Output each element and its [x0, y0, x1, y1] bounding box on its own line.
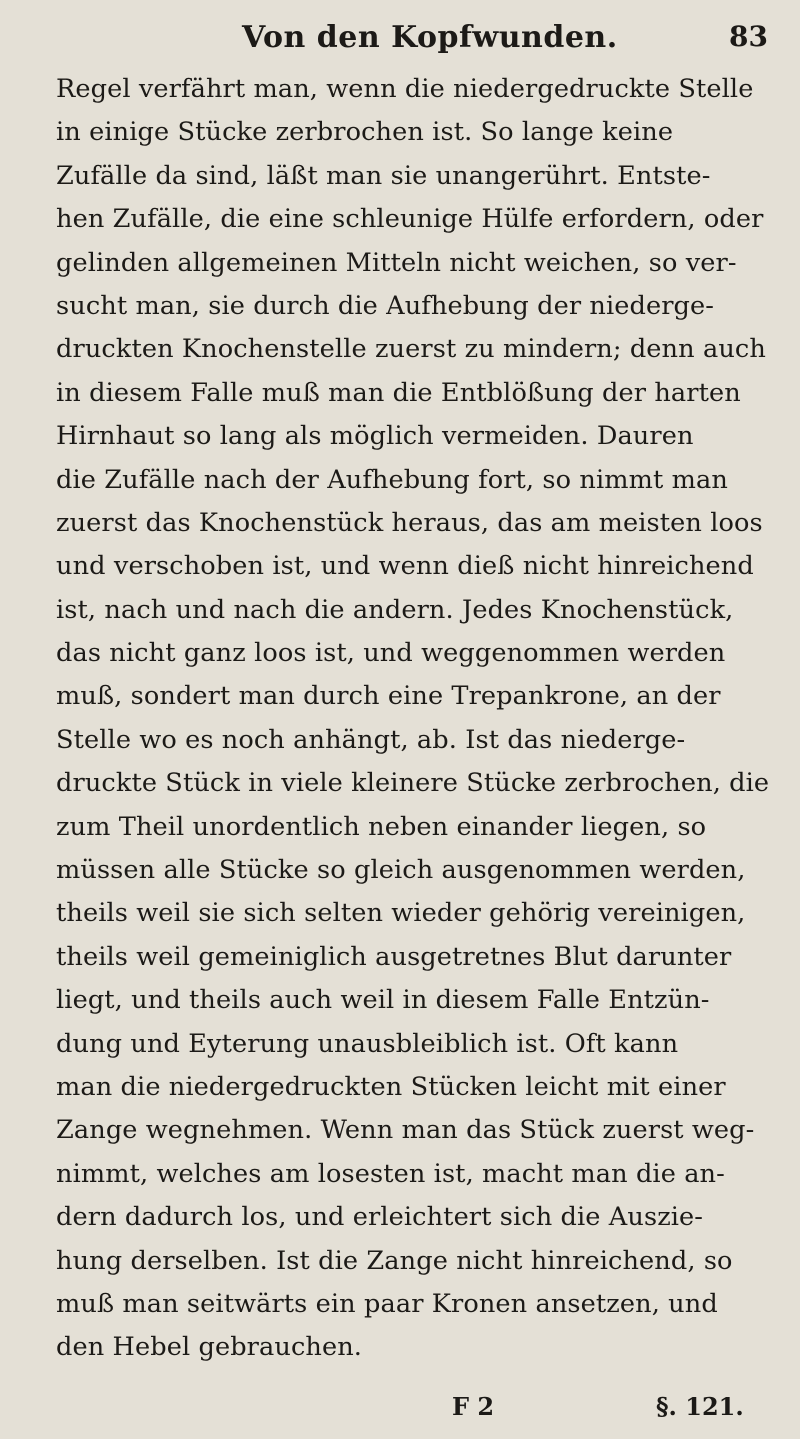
text-line: hen Zufälle, die eine schleunige Hülfe erfordern, oder — [56, 204, 764, 235]
signature-mark: F 2 — [452, 1391, 495, 1421]
text-line: das nicht ganz loos ist, und weggenommen werden — [56, 638, 726, 669]
text-line: die Zufälle nach der Aufhebung fort, so nimmt man — [56, 464, 728, 495]
text-line: dern dadurch los, und erleichtert sich die Auszie- — [56, 1202, 704, 1233]
body-text — [56, 68, 776, 1370]
text-line: nimmt, welches am losesten ist, macht man die an- — [56, 1158, 725, 1189]
text-line: zum Theil unordentlich neben einander liegen, so — [56, 811, 707, 842]
text-line: dung und Eyterung unausbleiblich ist. Oft kann — [56, 1028, 679, 1059]
text-line: theils weil sie sich selten wieder gehörig vereinigen, — [56, 898, 746, 929]
text-line: druckten Knochenstelle zuerst zu mindern; denn auch — [56, 334, 766, 365]
text-line: theils weil gemeiniglich ausgetretnes Blut darunter — [56, 941, 732, 972]
text-line: Regel verfährt man, wenn die niedergedruckte Stelle — [56, 74, 754, 104]
text-line: und verschoben ist, und wenn dieß nicht hinreichend — [56, 551, 754, 582]
text-line: muß, sondert man durch eine Trepankrone, an der — [56, 681, 721, 712]
text-line: in einige Stücke zerbrochen ist. So lange keine — [56, 117, 674, 148]
text-line: müssen alle Stücke so gleich ausgenommen werden, — [56, 855, 746, 886]
text-line: hung derselben. Ist die Zange nicht hinreichend, so — [56, 1245, 733, 1276]
text-line: muß man seitwärts ein paar Kronen ansetzen, und — [56, 1288, 718, 1319]
page-number: 83 — [729, 20, 768, 53]
catchword: §. 121. — [656, 1391, 744, 1421]
text-line: sucht man, sie durch die Aufhebung der niederge- — [56, 290, 715, 321]
running-head: Von den Kopfwunden. — [242, 20, 618, 55]
page-header — [56, 14, 776, 66]
text-line: Zange wegnehmen. Wenn man das Stück zuerst weg- — [56, 1115, 755, 1146]
text-line: gelinden allgemeinen Mitteln nicht weichen, so ver- — [56, 247, 737, 278]
page-footer — [56, 1386, 776, 1436]
text-line: Stelle wo es noch anhängt, ab. Ist das niederge- — [56, 724, 686, 755]
text-line: man die niedergedruckten Stücken leicht mit einer — [56, 1071, 726, 1102]
text-line: Hirnhaut so lang als möglich vermeiden. Dauren — [56, 421, 694, 452]
text-line: zuerst das Knochenstück heraus, das am meisten loos — [56, 507, 763, 538]
text-line: liegt, und theils auch weil in diesem Falle Entzün- — [56, 985, 710, 1016]
text-line: Zufälle da sind, läßt man sie unangerührt. Entste- — [56, 160, 711, 191]
text-line: den Hebel gebrauchen. — [56, 1332, 363, 1363]
text-line: druckte Stück in viele kleinere Stücke zerbrochen, die — [56, 768, 770, 799]
text-line: in diesem Falle muß man die Entblößung der harten — [56, 377, 741, 408]
text-line: ist, nach und nach die andern. Jedes Knochenstück, — [56, 594, 734, 625]
